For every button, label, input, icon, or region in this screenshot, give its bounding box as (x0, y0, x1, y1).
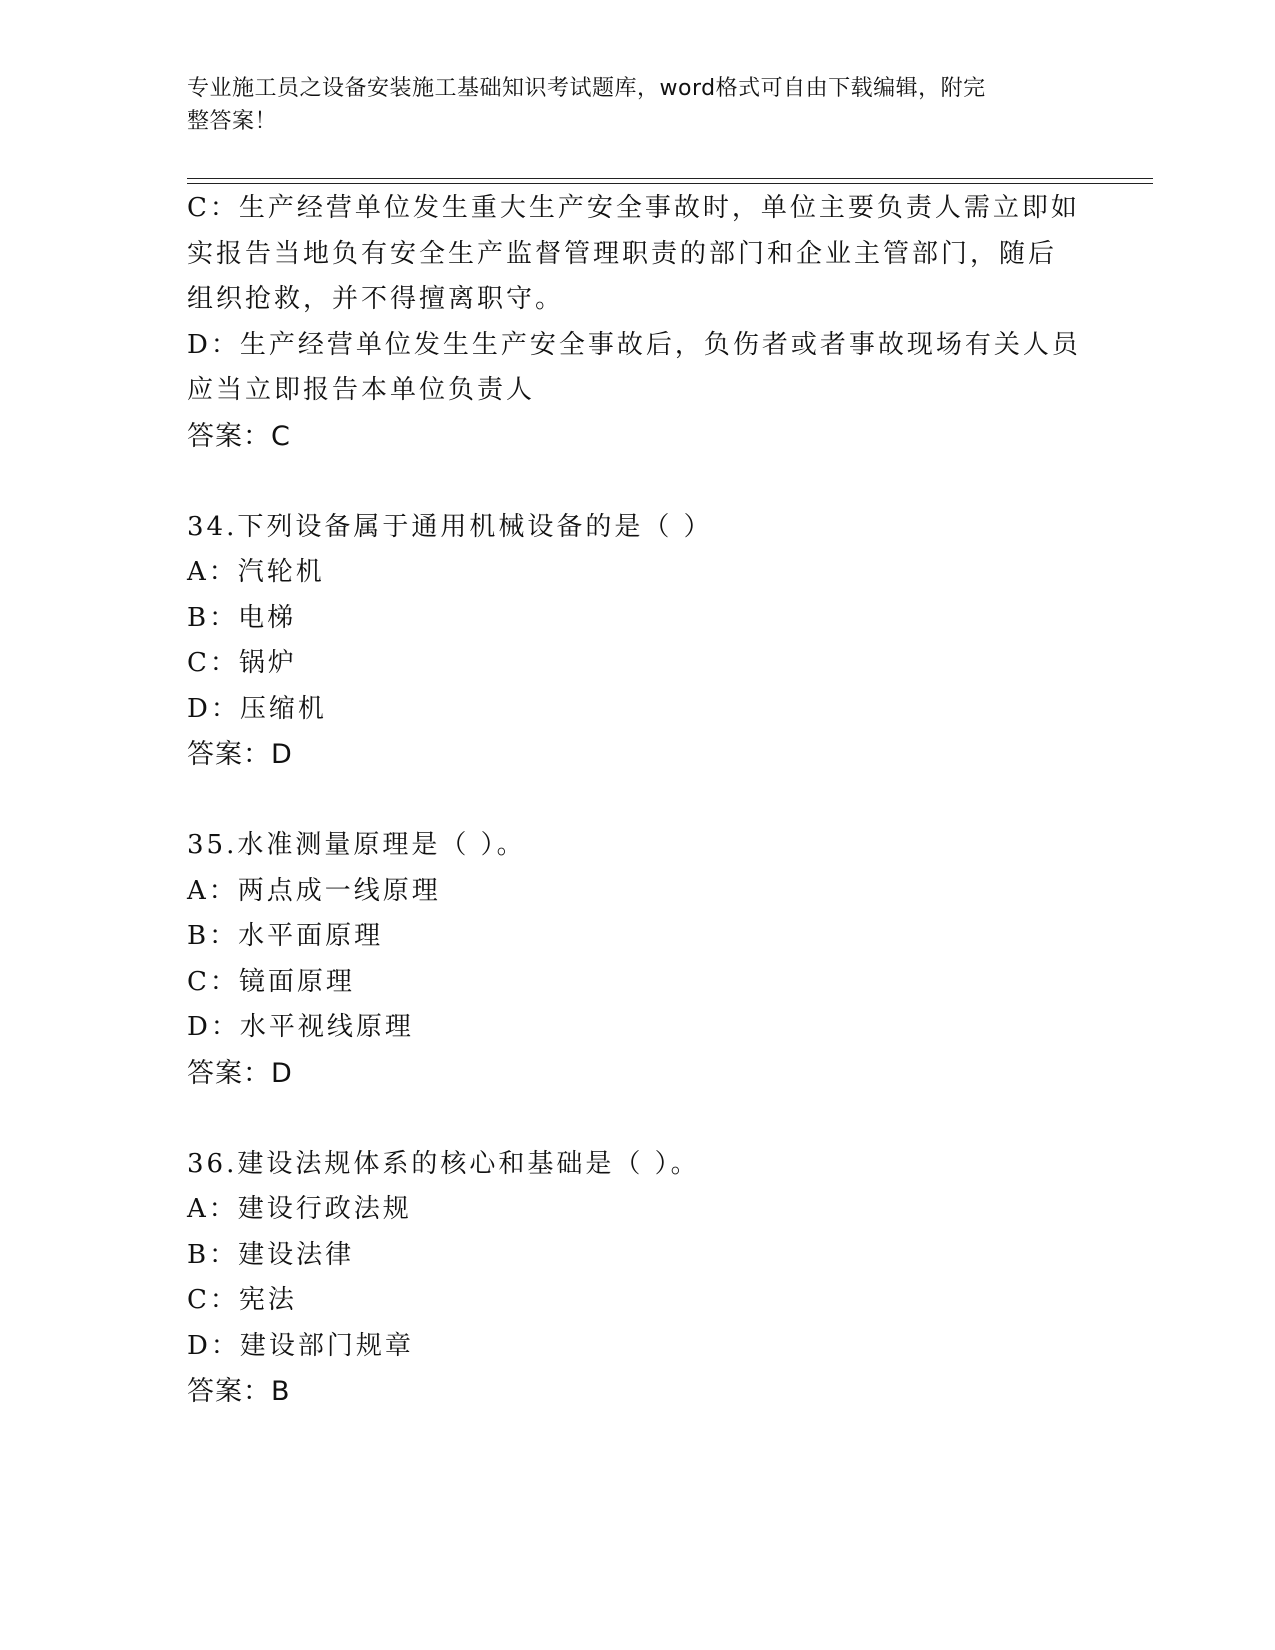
option-b: B：水平面原理 (187, 921, 384, 951)
question-spacer (187, 1097, 1087, 1142)
option-c: C：宪法 (187, 1285, 297, 1315)
header-divider-top (187, 178, 1153, 179)
answer-line: 答案：D (187, 739, 293, 770)
option-c: C：镜面原理 (187, 966, 355, 997)
header-title-line-1: 专业施工员之设备安装施工基础知识考试题库，word格式可自由下载编辑，附完 (187, 76, 986, 101)
answer-line: 答案：D (187, 1057, 293, 1089)
answer-line: 答案：B (187, 1376, 291, 1407)
option-d-line-2: 应当立即报告本单位负责人 (187, 375, 536, 405)
page-header (187, 72, 1067, 138)
option-d: D：建设部门规章 (187, 1330, 414, 1361)
option-d-line-1: D：生产经营单位发生生产安全事故后，负伤者或者事故现场有关人员 (187, 329, 1081, 360)
header-title-line-2: 整答案！ (187, 109, 278, 134)
question-35 (187, 823, 1087, 1097)
option-c-line-2: 实报告当地负有安全生产监督管理职责的部门和企业主管部门，随后 (187, 238, 1058, 269)
question-spacer (187, 778, 1087, 823)
question-stem: 35.水准测量原理是（ ）。 (187, 830, 526, 860)
option-c-line-1: C：生产经营单位发生重大生产安全事故时，单位主要负责人需立即如 (187, 193, 1080, 223)
question-34 (187, 505, 1087, 779)
header-divider-bottom (187, 183, 1153, 184)
option-a: A：两点成一线原理 (187, 875, 441, 906)
question-stem: 34.下列设备属于通用机械设备的是（ ） (187, 511, 713, 542)
question-spacer (187, 460, 1087, 505)
option-d: D：压缩机 (187, 693, 327, 724)
continued-question (187, 186, 1087, 460)
answer-line: 答案：C (187, 420, 291, 452)
option-d: D：水平视线原理 (187, 1012, 414, 1042)
question-36 (187, 1142, 1087, 1416)
option-c-line-3: 组织抢救，并不得擅离职守。 (187, 284, 565, 314)
option-a: A：汽轮机 (187, 557, 325, 587)
exam-content (187, 186, 1087, 1415)
option-b: B：电梯 (187, 602, 297, 633)
option-c: C：锅炉 (187, 648, 297, 678)
option-b: B：建设法律 (187, 1239, 355, 1270)
option-a: A：建设行政法规 (187, 1194, 412, 1224)
question-stem: 36.建设法规体系的核心和基础是（ ）。 (187, 1148, 700, 1179)
